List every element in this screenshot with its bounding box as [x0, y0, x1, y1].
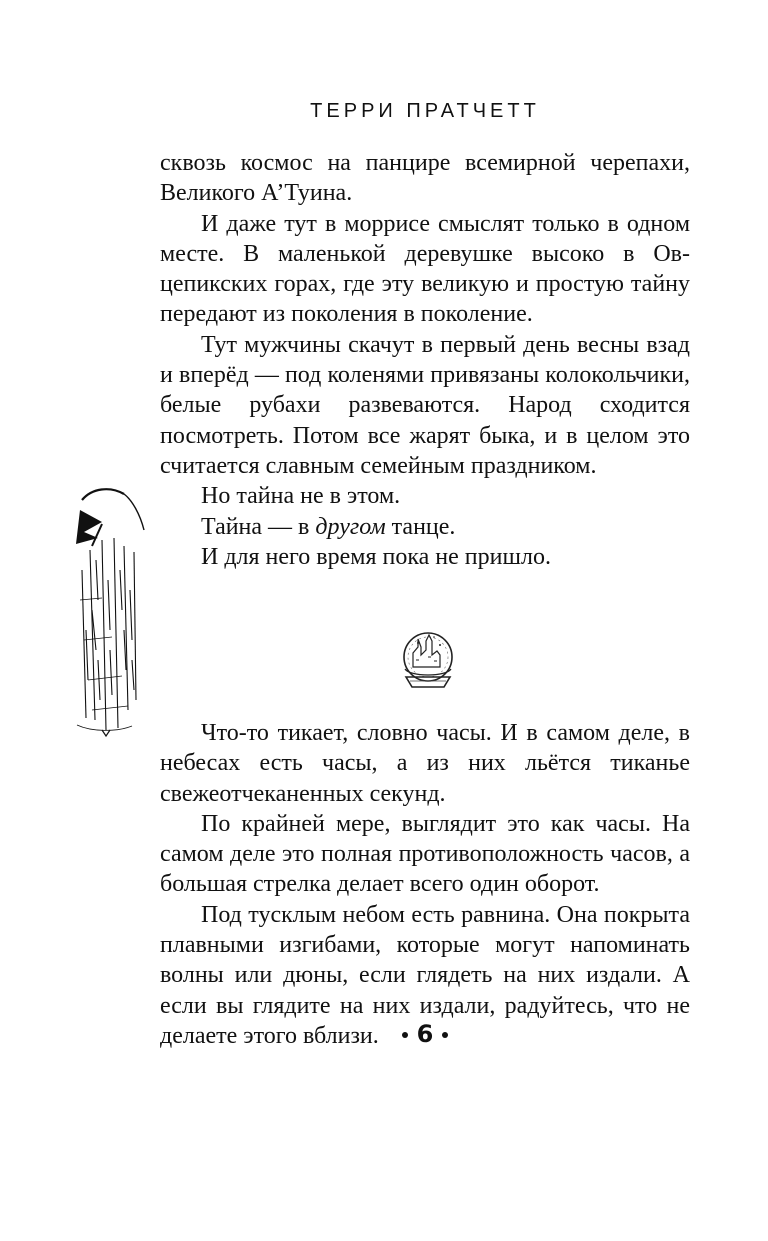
page-number-value: 6 — [416, 1020, 434, 1048]
text-span: танце. — [385, 513, 456, 540]
bullet-icon — [442, 1032, 448, 1038]
page-number — [160, 1020, 690, 1048]
bullet-icon — [402, 1032, 408, 1038]
snow-globe-icon — [388, 625, 468, 705]
running-title: ТЕРРИ ПРАТЧЕТТ — [310, 100, 540, 122]
paragraph-with-emphasis — [160, 512, 690, 542]
emphasis-text: другом — [315, 513, 386, 540]
paragraph: Тут мужчины скачут в первый день весны взад и вперёд — под коленями привязаны колокольчики, белые рубахи развеваются. Народ сходится посмотреть. Потом все жарят быка, и в целом это считается славным семейным праздником. — [160, 331, 690, 479]
paragraph: Под тусклым небом есть равнина. Она покрыта плавными изгибами, которые могут напоминать волны или дюны, если глядеть на них издали. А если вы глядите на них издали, радуйтесь, что не делаете этого вблизи. — [160, 901, 690, 1049]
paragraph: Что-то тикает, словно часы. И в самом деле, в небесах есть часы, а из них льётся тиканье свежеотчеканенных секунд. — [160, 720, 690, 807]
text-section-1 — [160, 148, 690, 572]
paragraph: И даже тут в моррисе смыслят только в одном месте. В маленькой деревушке высоко в Овцепикских горах, где эту великую и простую тайну передают из поколения в поколение. — [160, 210, 690, 328]
scythe-illustration — [62, 480, 152, 740]
paragraph: Но тайна не в этом. — [201, 483, 401, 510]
paragraph: сквозь космос на панцире всемирной черепахи, Великого А’Туина. — [160, 150, 690, 207]
paragraph: И для него время пока не пришло. — [201, 543, 551, 570]
text-span: Тайна — в — [201, 513, 316, 540]
text-section-2 — [160, 718, 690, 1051]
paragraph: По крайней мере, выглядит это как часы. На самом деле это полная противоположность часов, а большая стрелка делает всего один оборот. — [160, 810, 690, 898]
